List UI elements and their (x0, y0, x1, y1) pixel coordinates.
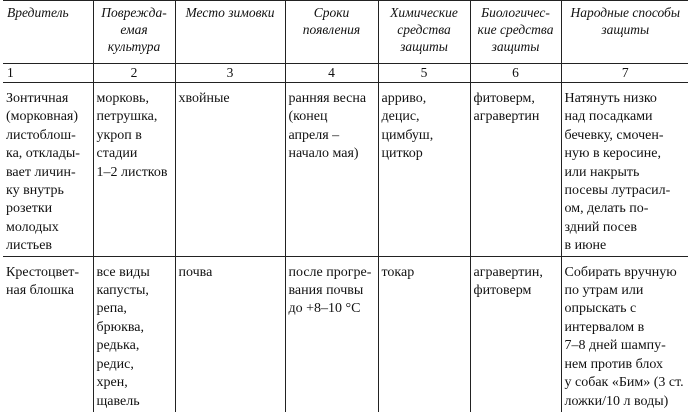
column-number: 4 (285, 64, 378, 83)
pest-cell: Крестоцвет- ная блошка (3, 256, 93, 412)
folk-cell: Натянуть низко над посадками бечевку, смочен- ную в керосине, или накрыть посевы лутрасил- ом, делать по- здний посев в июне (561, 83, 688, 257)
column-header-wintering: Место зимовки (175, 1, 285, 64)
timing-cell: ранняя весна (конец апреля – начало мая) (285, 83, 378, 257)
column-header-chemical: Химические средства защиты (378, 1, 470, 64)
column-number: 1 (3, 64, 93, 83)
chemical-cell: арриво, децис, цимбуш, циткор (378, 83, 470, 257)
column-header-folk: Народные способы защиты (561, 1, 688, 64)
crop-cell: все виды капусты, репа, брюква, редька, редис, хрен, щавель (93, 256, 175, 412)
biological-cell: фитоверм, агравертин (470, 83, 561, 257)
pest-control-table (3, 0, 688, 412)
column-number-row (3, 64, 688, 83)
column-number: 2 (93, 64, 175, 83)
pest-cell: Зонтичная (морковная) листоблош- ка, отклады- вает личин- ку внутрь розетки молодых листьев (3, 83, 93, 257)
column-header-biological: Биологичес- кие средства защиты (470, 1, 561, 64)
wintering-cell: почва (175, 256, 285, 412)
column-header-crop: Поврежда- емая культура (93, 1, 175, 64)
header-row (3, 1, 688, 64)
crop-cell: морковь, петрушка, укроп в стадии 1–2 листков (93, 83, 175, 257)
table-row (3, 83, 688, 257)
folk-cell: Собирать вручную по утрам или опрыскать с интервалом в 7–8 дней шампу- нем против блох у собак «Бим» (3 ст. ложки/10 л воды) (561, 256, 688, 412)
chemical-cell: токар (378, 256, 470, 412)
column-header-timing: Сроки появления (285, 1, 378, 64)
biological-cell: агравертин, фитоверм (470, 256, 561, 412)
column-header-pest: Вредитель (3, 1, 93, 64)
column-number: 5 (378, 64, 470, 83)
wintering-cell: хвойные (175, 83, 285, 257)
column-number: 6 (470, 64, 561, 83)
column-number: 7 (561, 64, 688, 83)
timing-cell: после прогре- вания почвы до +8–10 °С (285, 256, 378, 412)
table-row (3, 256, 688, 412)
table-header (3, 1, 688, 83)
column-number: 3 (175, 64, 285, 83)
table-body (3, 83, 688, 412)
